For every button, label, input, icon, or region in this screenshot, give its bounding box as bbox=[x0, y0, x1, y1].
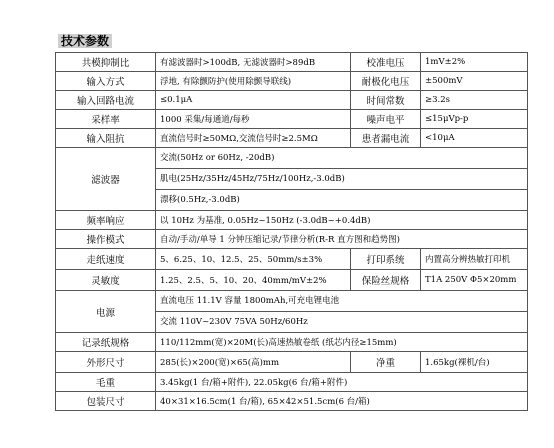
table-row bbox=[56, 373, 528, 392]
row-label: 时间常数 bbox=[351, 91, 421, 110]
row-value: ≤15μVp-p bbox=[421, 110, 528, 129]
row-value: 内置高分辨热敏打印机 bbox=[421, 249, 528, 270]
row-value bbox=[156, 148, 528, 211]
row-label: 校准电压 bbox=[351, 53, 421, 72]
table-row bbox=[56, 211, 528, 230]
table-row bbox=[56, 110, 528, 129]
table-row bbox=[56, 333, 528, 352]
row-value: ≥3.2s bbox=[421, 91, 528, 110]
row-value: ±500mV bbox=[421, 72, 528, 91]
row-label: 保险丝规格 bbox=[351, 270, 421, 291]
row-value: T1A 250V Φ5×20mm bbox=[421, 270, 528, 291]
power-line: 直流电压 11.1V 容量 1800mAh,可充电锂电池 bbox=[156, 291, 527, 312]
filter-line: 肌电(25Hz/35Hz/45Hz/75Hz/100Hz,-3.0dB) bbox=[156, 169, 527, 190]
row-label: 噪声电平 bbox=[351, 110, 421, 129]
table-row bbox=[56, 129, 528, 148]
row-label: 频率响应 bbox=[56, 211, 156, 230]
row-label: 采样率 bbox=[56, 110, 156, 129]
row-label: 操作模式 bbox=[56, 230, 156, 249]
row-label: 走纸速度 bbox=[56, 249, 156, 270]
table-row bbox=[56, 352, 528, 373]
filter-line: 漂移(0.5Hz,-3.0dB) bbox=[160, 195, 240, 205]
row-value: <10μA bbox=[421, 129, 528, 148]
row-label: 打印系统 bbox=[351, 249, 421, 270]
row-value: 以 10Hz 为基准, 0.05Hz~150Hz (-3.0dB~+0.4dB) bbox=[156, 211, 528, 230]
row-value bbox=[156, 291, 528, 333]
row-label: 电源 bbox=[56, 291, 156, 333]
row-value: 1.65kg(裸机/台) bbox=[421, 352, 528, 373]
row-value: 自动/手动/单导 1 分钟压缩记录/节律分析(R-R 直方图和趋势图) bbox=[156, 230, 528, 249]
row-label: 灵敏度 bbox=[56, 270, 156, 291]
table-row bbox=[56, 91, 528, 110]
row-label: 外形尺寸 bbox=[56, 352, 156, 373]
row-label: 共模抑制比 bbox=[56, 53, 156, 72]
filter-line: 交流(50Hz or 60Hz, -20dB) bbox=[156, 148, 527, 169]
row-value: 285(长)×200(宽)×65(高)mm bbox=[156, 352, 351, 373]
row-value: 浮地, 有除颤防护(使用除颤导联线) bbox=[156, 72, 351, 91]
row-value: 直流信号时≥50MΩ,交流信号时≥2.5MΩ bbox=[156, 129, 351, 148]
section-title: 技术参数 bbox=[58, 34, 112, 48]
row-label: 输入阻抗 bbox=[56, 129, 156, 148]
table-row bbox=[56, 148, 528, 211]
row-label: 包装尺寸 bbox=[56, 392, 156, 411]
row-label: 滤波器 bbox=[56, 148, 156, 211]
row-label: 耐极化电压 bbox=[351, 72, 421, 91]
row-value: 1000 采集/每通道/每秒 bbox=[156, 110, 351, 129]
table-row bbox=[56, 53, 528, 72]
row-value: 5、6.25、10、12.5、25、50mm/s±3% bbox=[156, 249, 351, 270]
row-value: 1mV±2% bbox=[421, 53, 528, 72]
table-row bbox=[56, 291, 528, 333]
table-row bbox=[56, 270, 528, 291]
row-label: 毛重 bbox=[56, 373, 156, 392]
table-row bbox=[56, 392, 528, 411]
row-value: 110/112mm(宽)×20M(长)高速热敏卷纸 (纸芯内径≥15mm) bbox=[156, 333, 528, 352]
row-label: 患者漏电流 bbox=[351, 129, 421, 148]
row-label: 净重 bbox=[351, 352, 421, 373]
row-value: 1.25、2.5、5、10、20、40mm/mV±2% bbox=[156, 270, 351, 291]
table-row bbox=[56, 230, 528, 249]
row-label: 记录纸规格 bbox=[56, 333, 156, 352]
row-value: ≤0.1μA bbox=[156, 91, 351, 110]
spec-table bbox=[55, 52, 528, 411]
row-value: 40×31×16.5cm(1 台/箱), 65×42×51.5cm(6 台/箱) bbox=[156, 392, 528, 411]
row-label: 输入方式 bbox=[56, 72, 156, 91]
table-row bbox=[56, 72, 528, 91]
table-row bbox=[56, 249, 528, 270]
power-line: 交流 110V~230V 75VA 50Hz/60Hz bbox=[160, 317, 308, 327]
row-label: 输入回路电流 bbox=[56, 91, 156, 110]
row-value: 有滤波器时>100dB, 无滤波器时>89dB bbox=[156, 53, 351, 72]
row-value: 3.45kg(1 台/箱+附件), 22.05kg(6 台/箱+附件) bbox=[156, 373, 528, 392]
